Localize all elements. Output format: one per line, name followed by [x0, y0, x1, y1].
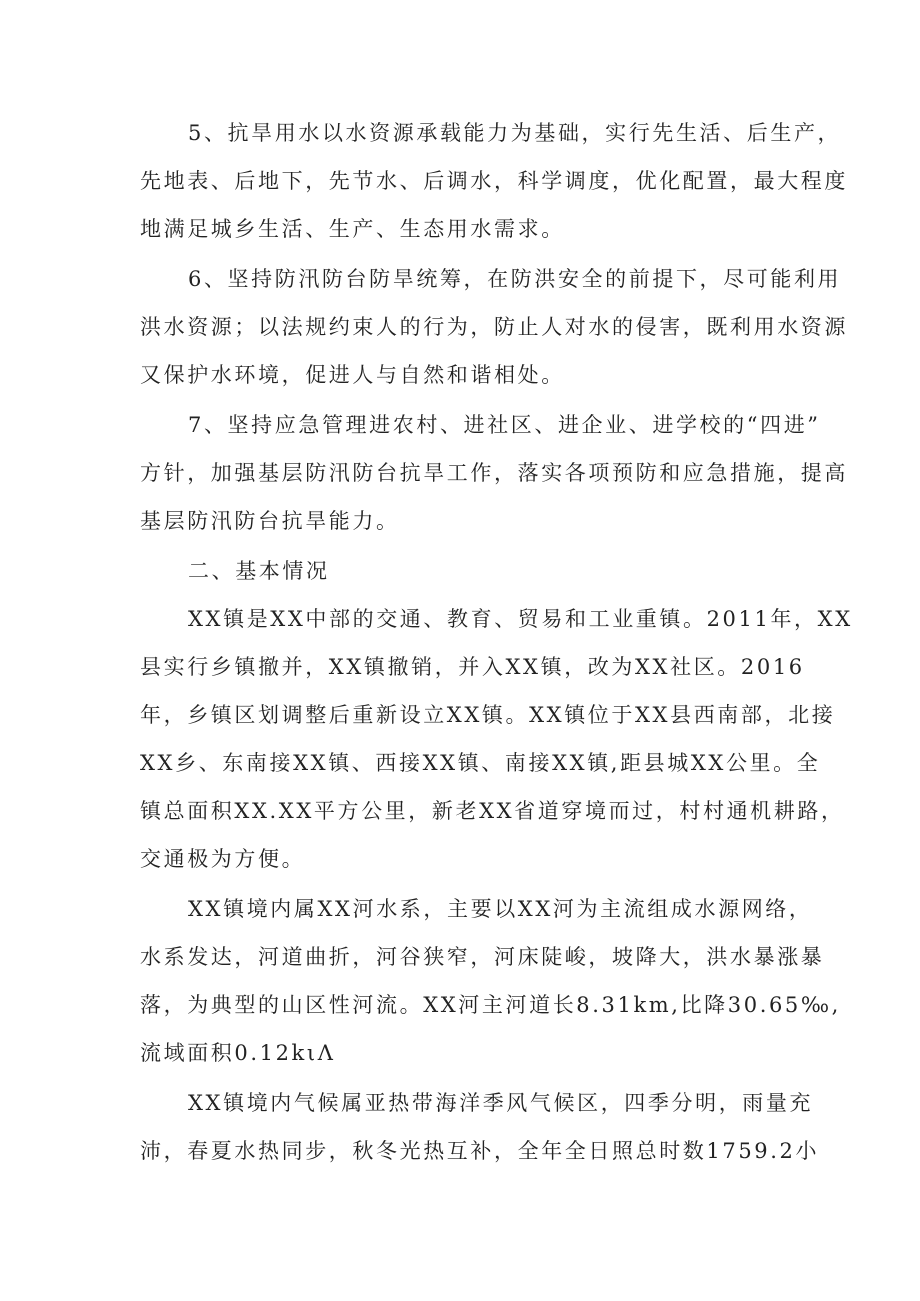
intro-line-2: 县实行乡镇撤并，XX镇撤销，并入XX镇，改为XX社区。2016	[140, 655, 805, 679]
intro-line-4: XX乡、东南接XX镇、西接XX镇、南接XX镇,距县城XX公里。全	[140, 751, 821, 775]
section-heading: 二、基本情况	[188, 559, 330, 583]
intro-line-1: XX镇是XX中部的交通、教育、贸易和工业重镇。2011年，XX	[188, 607, 853, 631]
paragraph-7-line-1: 7、坚持应急管理进农村、进社区、进企业、进学校的“四进”	[188, 413, 821, 437]
intro-line-5: 镇总面积XX.XX平方公里，新老XX省道穿境而过，村村通机耕路，	[140, 799, 845, 823]
water-line-1: XX镇境内属XX河水系，主要以XX河为主流组成水源网络，	[188, 897, 813, 921]
paragraph-6-line-2: 洪水资源；以法规约束人的行为，防止人对水的侵害，既利用水资源	[140, 315, 848, 339]
intro-line-6: 交通极为方便。	[140, 847, 306, 871]
climate-line-1: XX镇境内气候属亚热带海洋季风气候区，四季分明，雨量充	[188, 1091, 814, 1115]
paragraph-5-line-3: 地满足城乡生活、生产、生态用水需求。	[140, 217, 565, 241]
paragraph-7-line-3: 基层防汛防台抗旱能力。	[140, 509, 400, 533]
water-line-2: 水系发达，河道曲折，河谷狭窄，河床陡峻，坡降大，洪水暴涨暴	[140, 945, 825, 969]
paragraph-5-line-1: 5、抗旱用水以水资源承载能力为基础，实行先生活、后生产，	[188, 121, 842, 145]
paragraph-6-line-3: 又保护水环境，促进人与自然和谐相处。	[140, 363, 565, 387]
intro-line-3: 年，乡镇区划调整后重新设立XX镇。XX镇位于XX县西南部，北接	[140, 703, 836, 727]
paragraph-6-line-1: 6、坚持防汛防台防旱统筹，在防洪安全的前提下，尽可能利用	[188, 267, 842, 291]
climate-line-2: 沛，春夏水热同步，秋冬光热互补，全年全日照总时数1759.2小	[140, 1139, 820, 1163]
paragraph-7-line-2: 方针，加强基层防汛防台抗旱工作，落实各项预防和应急措施，提高	[140, 461, 848, 485]
paragraph-5-line-2: 先地表、后地下，先节水、后调水，科学调度，优化配置，最大程度	[140, 169, 848, 193]
water-line-4: 流域面积0.12kιΛ	[140, 1041, 336, 1065]
water-line-3: 落，为典型的山区性河流。XX河主河道长8.31km,比降30.65‰,	[140, 993, 841, 1017]
